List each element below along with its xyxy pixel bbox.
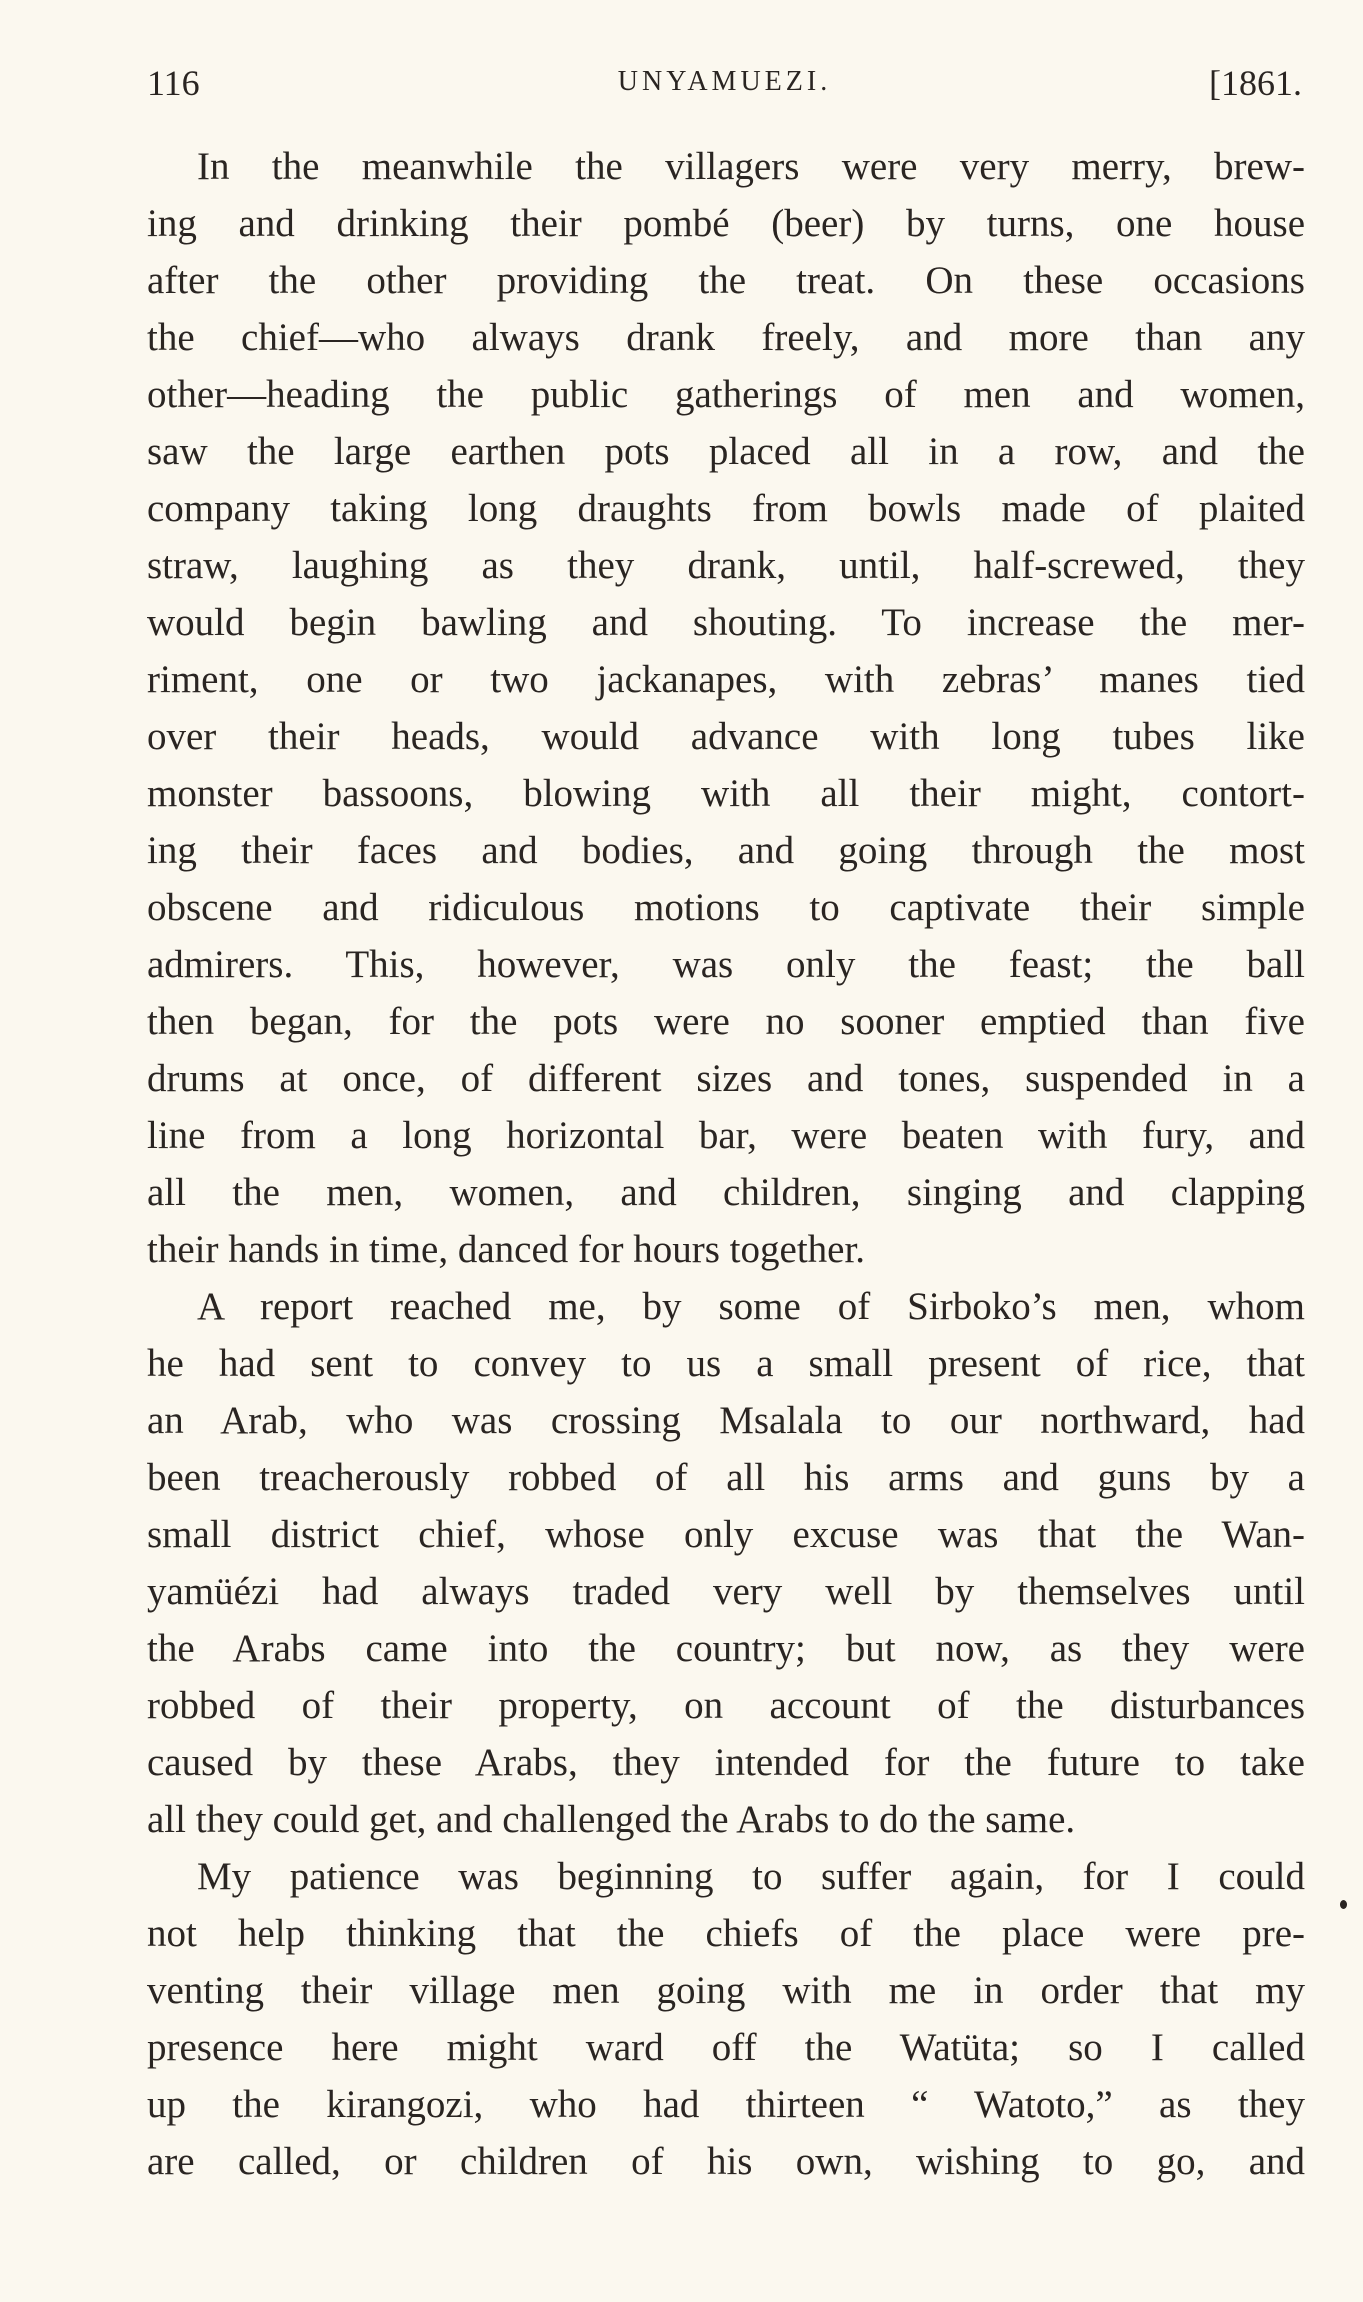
text-line: company taking long draughts from bowls made of plaited — [147, 487, 1305, 530]
text-line: their hands in time, danced for hours together. — [147, 1228, 866, 1271]
text-line: up the kirangozi, who had thirteen “ Watoto,” as they — [147, 2083, 1305, 2126]
text-line: an Arab, who was crossing Msalala to our northward, had — [147, 1399, 1305, 1442]
text-line: been treacherously robbed of all his arms and guns by a — [147, 1456, 1305, 1499]
paragraph-1 — [147, 138, 1305, 1278]
year-marker: [1861. — [1209, 63, 1302, 103]
text-line: line from a long horizontal bar, were beaten with fury, and — [147, 1114, 1305, 1157]
text-line: presence here might ward off the Watüta; so I called — [147, 2026, 1305, 2069]
text-line: straw, laughing as they drank, until, half-screwed, they — [147, 544, 1305, 587]
paragraph-3 — [147, 1848, 1305, 2190]
text-line: saw the large earthen pots placed all in a row, and the — [147, 430, 1305, 473]
body-text — [147, 138, 1305, 2190]
text-line: over their heads, would advance with long tubes like — [147, 715, 1305, 758]
text-line: then began, for the pots were no sooner emptied than five — [147, 1000, 1305, 1043]
text-line: yamüézi had always traded very well by themselves until — [147, 1570, 1305, 1613]
text-line: obscene and ridiculous motions to captivate their simple — [147, 886, 1305, 929]
text-line: other—heading the public gatherings of men and women, — [147, 373, 1305, 416]
text-line: drums at once, of different sizes and tones, suspended in a — [147, 1057, 1305, 1100]
text-line: would begin bawling and shouting. To increase the mer- — [147, 601, 1305, 644]
text-line: My patience was beginning to suffer again, for I could — [197, 1855, 1305, 1898]
text-line: caused by these Arabs, they intended for the future to take — [147, 1741, 1305, 1784]
text-line: ing and drinking their pombé (beer) by turns, one house — [147, 202, 1305, 245]
text-line: all the men, women, and children, singing and clapping — [147, 1171, 1305, 1214]
text-line: are called, or children of his own, wishing to go, and — [147, 2140, 1305, 2183]
text-line: robbed of their property, on account of the disturbances — [147, 1684, 1305, 1727]
text-line: ing their faces and bodies, and going through the most — [147, 829, 1305, 872]
text-line: admirers. This, however, was only the feast; the ball — [147, 943, 1305, 986]
text-line: all they could get, and challenged the Arabs to do the same. — [147, 1798, 1076, 1841]
text-line: not help thinking that the chiefs of the place were pre- — [147, 1912, 1305, 1955]
running-head — [147, 62, 1302, 112]
text-line: monster bassoons, blowing with all their might, contort- — [147, 772, 1305, 815]
text-line: A report reached me, by some of Sirboko’s men, whom — [197, 1285, 1305, 1328]
text-line: In the meanwhile the villagers were very merry, brew- — [197, 145, 1305, 188]
paragraph-2 — [147, 1278, 1305, 1848]
text-line: he had sent to convey to us a small present of rice, that — [147, 1342, 1305, 1385]
text-line: after the other providing the treat. On these occasions — [147, 259, 1305, 302]
text-line: riment, one or two jackanapes, with zebras’ manes tied — [147, 658, 1305, 701]
margin-ink-dot — [1340, 1900, 1347, 1909]
text-line: the chief—who always drank freely, and more than any — [147, 316, 1305, 359]
text-line: venting their village men going with me in order that my — [147, 1969, 1305, 2012]
page-number: 116 — [147, 63, 200, 103]
text-line: small district chief, whose only excuse was that the Wan- — [147, 1513, 1305, 1556]
running-title: UNYAMUEZI. — [617, 66, 832, 97]
text-line: the Arabs came into the country; but now, as they were — [147, 1627, 1305, 1670]
